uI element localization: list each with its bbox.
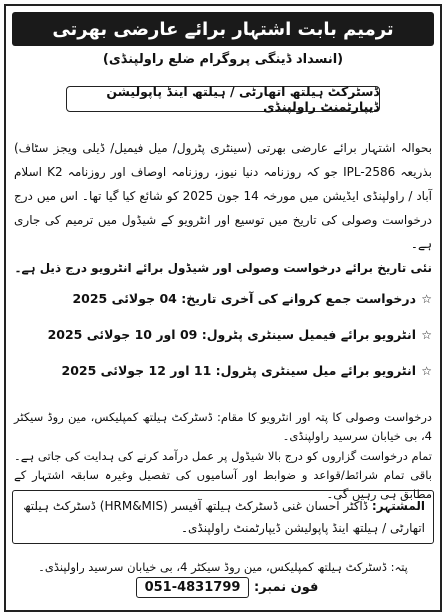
schedule-item xyxy=(14,324,432,360)
ad-title: ترمیم بابت اشتہار برائے عارضی بھرتی xyxy=(52,18,394,40)
contact-block xyxy=(6,558,440,598)
advertiser-label: المشتہر: xyxy=(371,499,425,513)
schedule-list xyxy=(14,288,432,396)
title-banner xyxy=(12,12,434,46)
schedule-item-text: انٹرویو برائے میل سینٹری پٹرول: 11 اور 12 جولائی 2025 xyxy=(61,363,416,378)
contact-address: پتہ: ڈسٹرکٹ ہیلتھ کمپلیکس، مین روڈ سیکٹر 4، بی خیابان سرسید راولپنڈی۔ xyxy=(38,560,408,574)
star-bullet-icon: ☆ xyxy=(421,328,432,342)
phone-label: فون نمبر: xyxy=(253,580,319,595)
schedule-item-text: درخواست جمع کروانے کی آخری تاریخ: 04 جولائی 2025 xyxy=(72,291,416,306)
advertiser-text: ڈاکٹر احسان غنی ڈسٹرکٹ ہیلتھ آفیسر (HRM&MIS) ڈسٹرکٹ ہیلتھ اتھارٹی / ہیلتھ اینڈ پاپولیشن ڈیپارٹمنٹ راولپنڈی۔ xyxy=(23,499,425,535)
schedule-intro: نئی تاریخ برائے درخواست وصولی اور شیڈول برائے انٹرویو درج ذیل ہے۔ xyxy=(14,261,432,275)
instruction-note: تمام درخواست گزاروں کو درج بالا شیڈول پر عمل درآمد کرنے کی ہدایت کی جاتی ہے۔ باقی تمام شرائط/قواعد و ضوابط اور آسامیوں کی تفصیل وغیرہ سابقہ اشتہار کے مطابق ہی رہیں گی۔ xyxy=(14,449,432,501)
department-box xyxy=(66,86,380,112)
advertisement-page xyxy=(4,4,442,612)
star-bullet-icon: ☆ xyxy=(421,364,432,378)
schedule-item-text: انٹرویو برائے فیمیل سینٹری پٹرول: 09 اور 10 جولائی 2025 xyxy=(47,327,416,342)
venue-note: درخواست وصولی کا پتہ اور انٹرویو کا مقام: ڈسٹرکٹ ہیلتھ کمپلیکس، مین روڈ سیکٹر 4، بی خیابان سرسید راولپنڈی۔ xyxy=(14,410,432,443)
advertiser-box xyxy=(12,490,434,544)
star-bullet-icon: ☆ xyxy=(421,292,432,306)
phone-number: 051-4831799 xyxy=(136,577,250,598)
department-name: ڈسٹرکٹ ہیلتھ اتھارٹی / ہیلتھ اینڈ پاپولیشن ڈیپارٹمنٹ راولپنڈی xyxy=(106,84,379,114)
phone-row xyxy=(6,577,440,598)
schedule-item xyxy=(14,288,432,324)
schedule-item xyxy=(14,360,432,396)
program-subtitle: (انسداد ڈینگی پروگرام ضلع راولپنڈی) xyxy=(102,52,344,67)
reference-paragraph: بحوالہ اشتہار برائے عارضی بھرتی (سینٹری پٹرول/ میل فیمیل/ ڈیلی ویجز سٹاف) بذریعہ IPL-2586 جو کہ روزنامہ دنیا نیوز، روزنامہ اوصاف اور روزنامہ K2 اسلام آباد / راولپنڈی ایڈیشن میں مورخہ 14 جون 2025 کو شائع کیا گیا تھا۔ اس میں درج درخواست وصولی کی تاریخ میں توسیع اور انٹرویو کے شیڈول میں ترمیم کی جاری ہے۔ xyxy=(14,141,433,251)
